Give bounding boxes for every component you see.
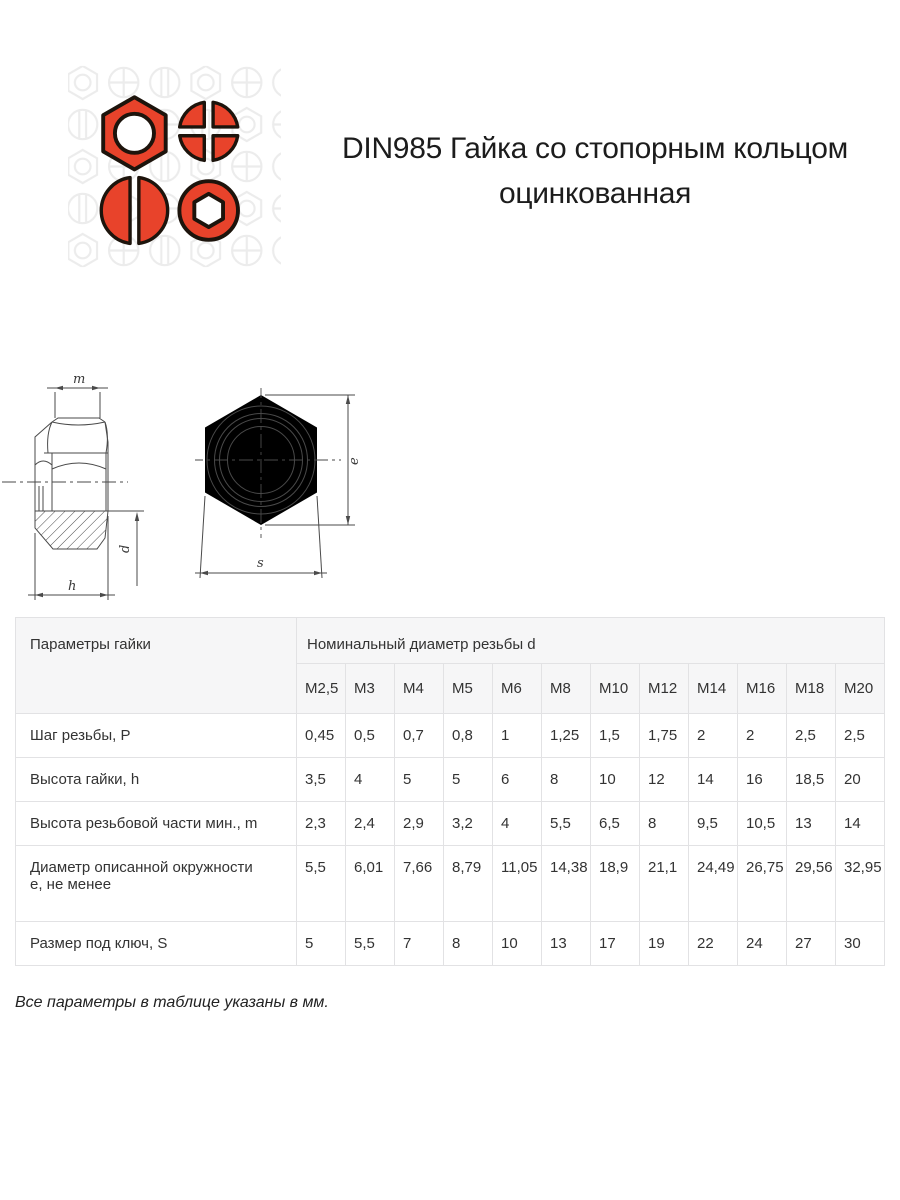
- table-cell: 6,5: [591, 802, 640, 846]
- size-column-header: M3: [346, 664, 395, 714]
- table-cell: 19: [640, 922, 689, 966]
- table-cell: 8: [542, 758, 591, 802]
- brand-logo: [62, 62, 287, 272]
- table-cell: 6,01: [346, 846, 395, 922]
- table-header: [16, 618, 885, 714]
- table-cell: 29,56: [787, 846, 836, 922]
- table-body: [16, 714, 885, 966]
- table-cell: 7,66: [395, 846, 444, 922]
- table-cell: 5,5: [297, 846, 346, 922]
- table-row: [16, 802, 885, 846]
- table-cell: 10,5: [738, 802, 787, 846]
- fasteners-logo-icon: [62, 62, 287, 272]
- table-cell: 11,05: [493, 846, 542, 922]
- table-cell: 1,5: [591, 714, 640, 758]
- table-cell: 5: [444, 758, 493, 802]
- dim-label-d: d: [118, 544, 133, 553]
- table-cell: 32,95: [836, 846, 885, 922]
- table-cell: 2,3: [297, 802, 346, 846]
- size-column-header: M18: [787, 664, 836, 714]
- table-cell: 0,5: [346, 714, 395, 758]
- table-cell: 1,25: [542, 714, 591, 758]
- row-label: Диаметр описанной окружности е, не менее: [16, 846, 297, 922]
- size-column-header: M5: [444, 664, 493, 714]
- table-row: [16, 758, 885, 802]
- table-cell: 12: [640, 758, 689, 802]
- table-cell: 30: [836, 922, 885, 966]
- table-cell: 27: [787, 922, 836, 966]
- table-cell: 14: [689, 758, 738, 802]
- row-label: Шаг резьбы, P: [16, 714, 297, 758]
- size-column-header: M12: [640, 664, 689, 714]
- table-cell: 4: [493, 802, 542, 846]
- row-label: Высота гайки, h: [16, 758, 297, 802]
- table-cell: 26,75: [738, 846, 787, 922]
- dim-label-h: h: [68, 579, 77, 594]
- table-cell: 24: [738, 922, 787, 966]
- table-cell: 3,5: [297, 758, 346, 802]
- table-cell: 5: [395, 758, 444, 802]
- parameters-table: [15, 617, 885, 966]
- table-cell: 10: [493, 922, 542, 966]
- table-cell: 2,9: [395, 802, 444, 846]
- size-column-header: M2,5: [297, 664, 346, 714]
- size-column-header: M8: [542, 664, 591, 714]
- table-row: [16, 922, 885, 966]
- size-column-header: M4: [395, 664, 444, 714]
- table-cell: 1: [493, 714, 542, 758]
- dim-label-s: s: [257, 556, 264, 571]
- table-cell: 2: [738, 714, 787, 758]
- hex-socket-head-icon: [179, 181, 238, 240]
- table-cell: 8,79: [444, 846, 493, 922]
- table-cell: 5: [297, 922, 346, 966]
- table-cell: 8: [444, 922, 493, 966]
- page-title-line2: оцинкованная: [498, 177, 692, 210]
- size-column-header: M6: [493, 664, 542, 714]
- nut-side-section-drawing: [0, 368, 185, 613]
- table-row: [16, 714, 885, 758]
- table-cell: 14: [836, 802, 885, 846]
- row-label: Размер под ключ, S: [16, 922, 297, 966]
- table-cell: 2,4: [346, 802, 395, 846]
- table-cell: 5,5: [346, 922, 395, 966]
- table-cell: 6: [493, 758, 542, 802]
- table-cell: 20: [836, 758, 885, 802]
- hex-nut-icon: [103, 97, 166, 169]
- dim-label-e: e: [347, 457, 362, 465]
- table-cell: 2: [689, 714, 738, 758]
- table-cell: 4: [346, 758, 395, 802]
- table-cell: 18,9: [591, 846, 640, 922]
- units-footnote: Все параметры в таблице указаны в мм.: [15, 994, 329, 1011]
- table-cell: 3,2: [444, 802, 493, 846]
- table-cell: 24,49: [689, 846, 738, 922]
- corner-header: Параметры гайки: [16, 618, 297, 714]
- table-cell: 7: [395, 922, 444, 966]
- table-cell: 0,8: [444, 714, 493, 758]
- table-cell: 1,75: [640, 714, 689, 758]
- nut-top-view-drawing: [195, 388, 405, 600]
- size-column-header: M10: [591, 664, 640, 714]
- page-title-line1: DIN985 Гайка со стопорным кольцом: [342, 132, 848, 165]
- table-cell: 8: [640, 802, 689, 846]
- table-cell: 2,5: [836, 714, 885, 758]
- table-cell: 9,5: [689, 802, 738, 846]
- table-cell: 21,1: [640, 846, 689, 922]
- table-cell: 10: [591, 758, 640, 802]
- logo-background-pattern: [68, 66, 281, 267]
- table-cell: 18,5: [787, 758, 836, 802]
- size-column-header: M14: [689, 664, 738, 714]
- table-cell: 5,5: [542, 802, 591, 846]
- size-column-header: M16: [738, 664, 787, 714]
- table-cell: 0,45: [297, 714, 346, 758]
- table-cell: 14,38: [542, 846, 591, 922]
- table-cell: 2,5: [787, 714, 836, 758]
- dim-label-m: m: [73, 372, 86, 387]
- row-label: Высота резьбовой части мин., m: [16, 802, 297, 846]
- table-cell: 0,7: [395, 714, 444, 758]
- table-row: [16, 846, 885, 922]
- table-cell: 16: [738, 758, 787, 802]
- table-header-row-top: [16, 618, 885, 664]
- table-cell: 22: [689, 922, 738, 966]
- table-cell: 13: [542, 922, 591, 966]
- page-title: [300, 126, 890, 216]
- table-cell: 17: [591, 922, 640, 966]
- table-cell: 13: [787, 802, 836, 846]
- size-column-header: M20: [836, 664, 885, 714]
- span-header: Номинальный диаметр резьбы d: [297, 618, 885, 664]
